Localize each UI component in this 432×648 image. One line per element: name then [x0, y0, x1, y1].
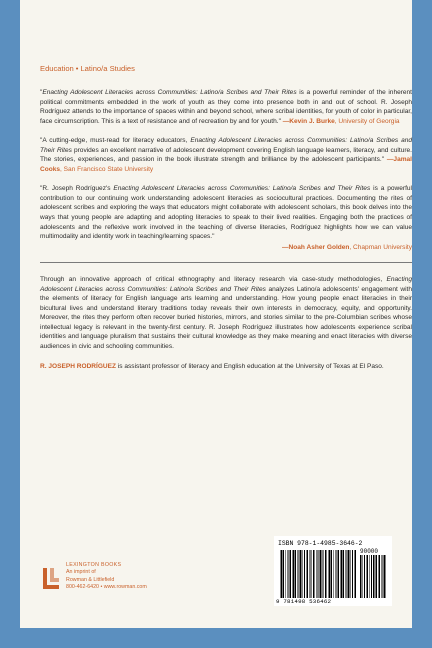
blurb-1: "Enacting Adolescent Literacies across Communities: Latino/a Scribes and Their Rites is a powerful reminder of the inherent political commitments embedded in the work of youth as they come into presence both in and out of school. R. Joseph Rodríguez attends to the importance of spaces within and beyond school, where scribal identities, for youth of color in particular, face circumscription. This is a text of resistance and of recreation by and for youth." —Kevin J. Burke, University of Georgia — [40, 89, 413, 125]
barcode-bar — [336, 550, 337, 598]
divider — [40, 262, 412, 263]
category-separator: • — [75, 64, 79, 73]
blurb-book-title: Enacting Adolescent Literacies across Communities: Latino/a Scribes and Their Rites — [113, 185, 371, 193]
barcode-bar — [382, 555, 383, 598]
book-description — [40, 275, 412, 351]
isbn-text: ISBN 978-1-4985-3646-2 — [278, 540, 363, 547]
blurb-author: —Jamal Cooks — [40, 156, 412, 173]
description-post: analyzes Latino/a adolescents' engagement with the elements of literacy for English language arts learning and understanding. How young people enact literacies in their bicultural lives and understand literary traditions today reveals their own interests in democracy, equity, and opportunity. Moreover, the rites they perform often recover buried histories, mirrors, and stories similar to the pre-Columbian scribes whose intellectual legacy is relevant in the twenty-first century. R. Joseph Rodríguez illustrates how adolescents experience scribal identities and language pluralism that sustains their cultural knowledge as they make meaning and enact literacies with diverse audiences in civic and schooling communities. — [40, 285, 412, 351]
barcode-bar — [371, 555, 372, 598]
barcode-bar — [373, 555, 375, 598]
blurb-author: —Kevin J. Burke — [282, 117, 335, 125]
barcode-bar — [297, 550, 298, 598]
barcode-bar — [280, 550, 281, 598]
barcode-bar — [307, 550, 309, 598]
publisher-block — [40, 562, 220, 622]
barcode-bar — [288, 550, 289, 598]
barcode-bar — [281, 550, 282, 598]
barcode-bar — [383, 555, 384, 598]
bio-text: is assistant professor of literacy and English education at the University of Texas at El Paso. — [116, 362, 384, 370]
barcode-bar — [292, 550, 293, 598]
barcode-bar — [286, 550, 287, 598]
blurb-text: is a powerful contribution to our continuing work understanding adolescent literacies as sociocultural practices. Documenting the rites of adolescent scribes and exploring the ways that educators might collaborate with adolescent scholars, this book delves into the ways that young people are adapting and adopting literacies to speak to their lived realities. Engaging both the practices of adolescents and the reflexive work involved in the teaching of diverse literacies, Rodríguez highlights how we can value multimodality and identity work in teaching/learning spaces." — [40, 185, 413, 241]
category-education: Education — [40, 64, 74, 73]
barcode-bar — [316, 550, 317, 598]
publisher-contact: 800-462-6420 • www.rowman.com — [66, 584, 147, 591]
author-bio — [40, 362, 412, 372]
barcode-bar — [331, 550, 333, 598]
barcode-bar — [360, 555, 362, 598]
blurb-affiliation: , San Francisco State University — [60, 165, 154, 173]
publisher-parent: Rowman & Littlefield — [66, 576, 115, 583]
cover-text-area — [40, 64, 412, 371]
barcode-bar — [376, 555, 377, 598]
barcode-bar — [341, 550, 342, 598]
ean-barcode — [280, 550, 358, 598]
barcode-bar — [302, 550, 303, 598]
blurb-text: provides an excellent narrative of adolescent development covering English language learners, literacy, and culture. The stories, experiences, and passion in the book illustrate strength and brilliance by the adolescent participants." — [40, 146, 412, 164]
blurb-text-pre: "A cutting-edge, must-read for literacy educators, — [40, 137, 191, 145]
barcode-bar — [338, 550, 340, 598]
cover-panel — [20, 0, 412, 628]
description-book-title: Enacting Adolescent Literacies across Communities: Latino/a Scribes and Their Rites — [40, 276, 412, 293]
barcode-bar — [350, 550, 351, 598]
blurb-text: is a powerful reminder of the inherent political commitments embedded in the work of youth as they come into presence both in and out of school. R. Joseph Rodríguez attends to the importance of spaces within and beyond school, where scribal identities, for youth of color in particular, face circumscription. This is a text of resistance and of recreation by and for youth." — [40, 89, 413, 125]
barcode-bar — [348, 550, 350, 598]
barcode-bar — [375, 555, 376, 598]
barcode-bar — [300, 550, 302, 598]
description-pre: Through an innovative approach of critical ethnography and literacy research via case-study methodologies, — [40, 276, 387, 284]
barcode-bar — [343, 550, 345, 598]
barcode-bar — [334, 550, 335, 598]
barcode-bar — [295, 550, 297, 598]
blurb-author: —Noah Asher Golden — [281, 243, 350, 251]
blurb-3-attribution — [40, 243, 412, 253]
publisher-info — [66, 562, 147, 592]
barcode-bar — [293, 550, 294, 598]
barcode-bar — [283, 550, 285, 598]
barcode-bar — [367, 555, 369, 598]
bio-author-name: R. JOSEPH RODRÍGUEZ — [40, 362, 117, 370]
barcode-bar — [290, 550, 292, 598]
barcode-bar — [325, 550, 327, 598]
blurb-affiliation: , Chapman University — [349, 243, 412, 251]
barcode-box — [274, 536, 392, 606]
barcode-bar — [309, 550, 310, 598]
barcode-bar — [323, 550, 324, 598]
blurb-book-title: Enacting Adolescent Literacies across Communities: Latino/a Scribes and Their Rites — [40, 137, 413, 154]
category-line — [40, 64, 412, 73]
category-latino-studies: Latino/a Studies — [80, 64, 135, 73]
barcode-bar — [347, 550, 348, 598]
addon-barcode — [360, 555, 388, 598]
addon-number: 90000 — [360, 548, 379, 555]
blurb-3 — [40, 184, 412, 241]
barcode-bar — [311, 550, 312, 598]
barcode-bar — [379, 555, 381, 598]
blurb-text-pre: "R. Joseph Rodríguez's — [40, 185, 114, 193]
barcode-bar — [364, 555, 365, 598]
publisher-name: LEXINGTON BOOKS — [66, 562, 122, 568]
blurb-affiliation: , University of Georgia — [334, 117, 400, 125]
barcode-bar — [304, 550, 305, 598]
barcode-bar — [355, 550, 357, 598]
barcode-bar — [370, 555, 371, 598]
barcode-bar — [340, 550, 341, 598]
ean-digits: 9 781498 536462 — [276, 598, 332, 605]
lexington-logo-icon — [40, 566, 62, 592]
publisher-imprint: An imprint of — [66, 569, 96, 576]
barcode-bar — [363, 555, 364, 598]
blurb-book-title: Enacting Adolescent Literacies across Communities: Latino/a Scribes and Their Rites — [42, 89, 297, 96]
barcode-bar — [313, 550, 315, 598]
barcode-bar — [322, 550, 323, 598]
blurb-2 — [40, 136, 412, 174]
barcode-bar — [384, 555, 386, 598]
barcode-bar — [328, 550, 329, 598]
barcode-bar — [318, 550, 319, 598]
barcode-bar — [345, 550, 346, 598]
barcode-bar — [352, 550, 353, 598]
barcode-bar — [320, 550, 322, 598]
barcode-bar — [329, 550, 330, 598]
barcode-bar — [299, 550, 300, 598]
